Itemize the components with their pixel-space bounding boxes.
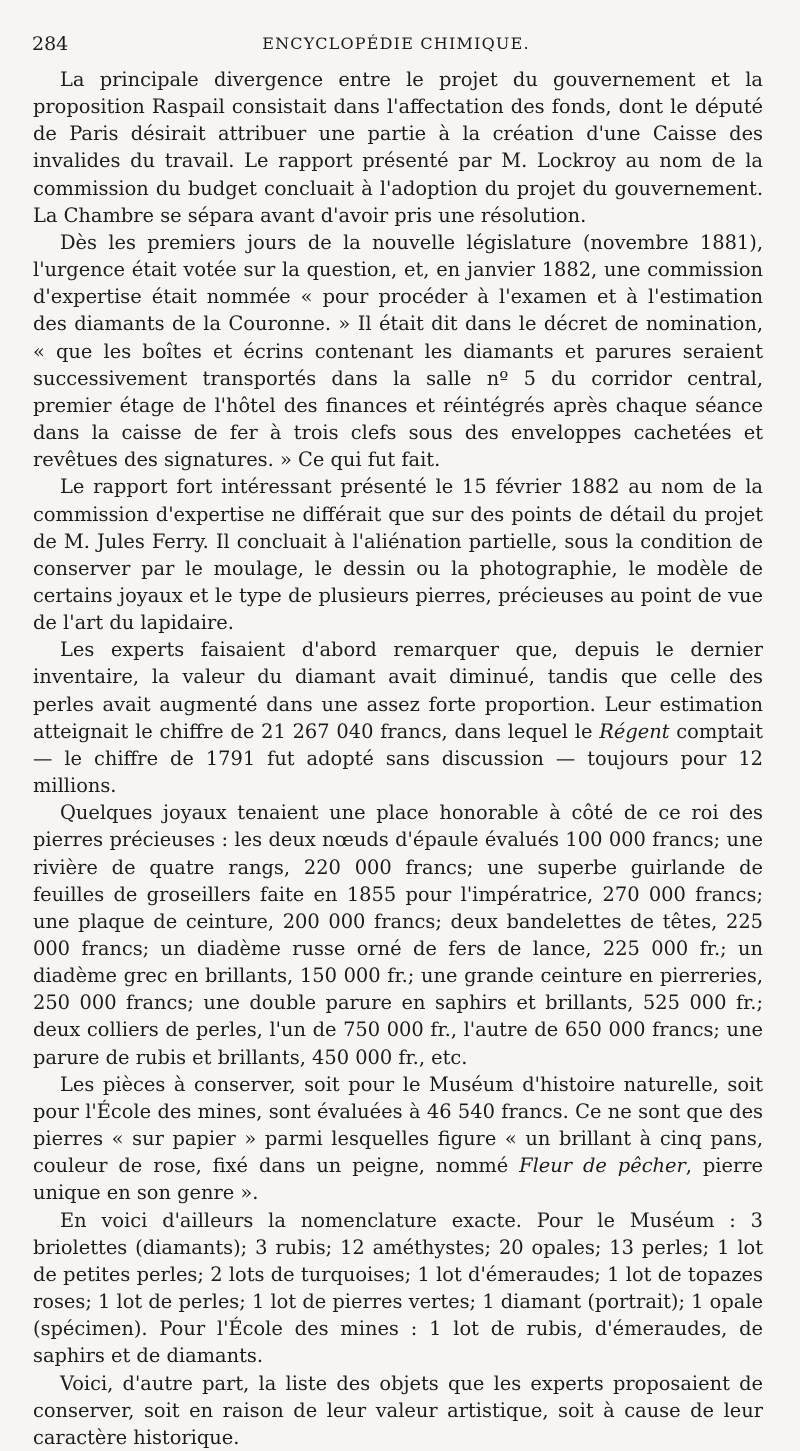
paragraph-4 [33, 636, 763, 799]
paragraph-2: Dès les premiers jours de la nouvelle législature (novembre 1881), l'urgence était votée sur la question, et, en janvier 1882, une commission d'expertise était nommée « pour procéder à l'examen et à l'estimation des diamants de la Couronne. » Il était dit dans le décret de nomination, « que les boîtes et écrins contenant les diamants et parures seraient successivement transportés dans la salle nº 5 du corridor central, premier étage de l'hôtel des finances et réintégrés après chaque séance dans la caisse de fer à trois clefs sous des enveloppes cachetées et revêtues des signatures. » Ce qui fut fait. [33, 230, 763, 472]
paragraph-6-before: Les pièces à conserver, soit pour le Muséum d'histoire naturelle, soit pour l'École des mines, sont évaluées à 46 540 francs. Ce ne sont que des pierres « sur papier » parmi lesquelles figure « un brillant à cinq pans, couleur de rose, fixé dans un peigne, nommé [33, 1072, 763, 1178]
paragraph-7: En voici d'ailleurs la nomenclature exacte. Pour le Muséum : 3 briolettes (diamants); 3 rubis; 12 améthystes; 20 opales; 13 perles; 1 lot de petites perles; 2 lots de turquoises; 1 lot d'émeraudes; 1 lot de topazes roses; 1 lot de perles; 1 lot de pierres vertes; 1 diamant (portrait); 1 opale (spécimen). Pour l'École des mines : 1 lot de rubis, d'émeraudes, de saphirs et de diamants. [33, 1208, 763, 1368]
italic-regent: Régent [599, 719, 670, 743]
body-text [33, 66, 763, 1451]
paragraph-5: Quelques joyaux tenaient une place honorable à côté de ce roi des pierres précieuses : les deux nœuds d'épaule évalués 100 000 francs; une rivière de quatre rangs, 220 000 francs; une superbe guirlande de feuilles de groseillers faite en 1855 pour l'impératrice, 270 000 francs; une plaque de ceinture, 200 000 francs; deux bandelettes de têtes, 225 000 francs; un diadème russe orné de fers de lance, 225 000 fr.; un diadème grec en brillants, 150 000 fr.; une grande ceinture en pierreries, 250 000 francs; une double parure en saphirs et brillants, 525 000 fr.; deux colliers de perles, l'un de 750 000 fr., l'autre de 650 000 francs; une parure de rubis et brillants, 450 000 fr., etc. [33, 801, 763, 1069]
running-title: ENCYCLOPÉDIE CHIMIQUE. [262, 34, 530, 53]
italic-fleur-de-pecher: Fleur de pêcher [519, 1154, 686, 1178]
paragraph-4-after: comptait — le chiffre de 1791 fut adopté sans discussion — toujours pour 12 millions. [33, 719, 763, 798]
paragraph-8: Voici, d'autre part, la liste des objets que les experts proposaient de conserver, soit en raison de leur valeur artistique, soit à cause de leur caractère historique. [33, 1371, 763, 1449]
paragraph-3: Le rapport fort intéressant présenté le 15 février 1882 au nom de la commission d'expertise ne différait que sur des points de détail du projet de M. Jules Ferry. Il concluait à l'aliénation partielle, sous la condition de conserver par le moulage, le dessin ou la photographie, le modèle de certains joyaux et le type de plusieurs pierres, précieuses au point de vue de l'art du lapidaire. [33, 475, 763, 635]
page-header [32, 30, 760, 58]
paragraph-4-before: Les experts faisaient d'abord remarquer que, depuis le dernier inventaire, la valeur du diamant avait diminué, tandis que celle des perles avait augmenté dans une assez forte proportion. Leur estimation atteignait le chiffre de 21 267 040 francs, dans lequel le [33, 638, 763, 743]
paragraph-1: La principale divergence entre le projet du gouvernement et la proposition Raspail consistait dans l'affectation des fonds, dont le député de Paris désirait attribuer une partie à la création d'une Caisse des invalides du travail. Le rapport présenté par M. Lockroy au nom de la commission du budget concluait à l'adoption du projet du gouvernement. La Chambre se sépara avant d'avoir pris une résolution. [33, 68, 763, 227]
paragraph-6-after: , pierre unique en son genre ». [33, 1154, 764, 1205]
paragraph-6 [33, 1071, 763, 1207]
page-number: 284 [32, 33, 69, 55]
